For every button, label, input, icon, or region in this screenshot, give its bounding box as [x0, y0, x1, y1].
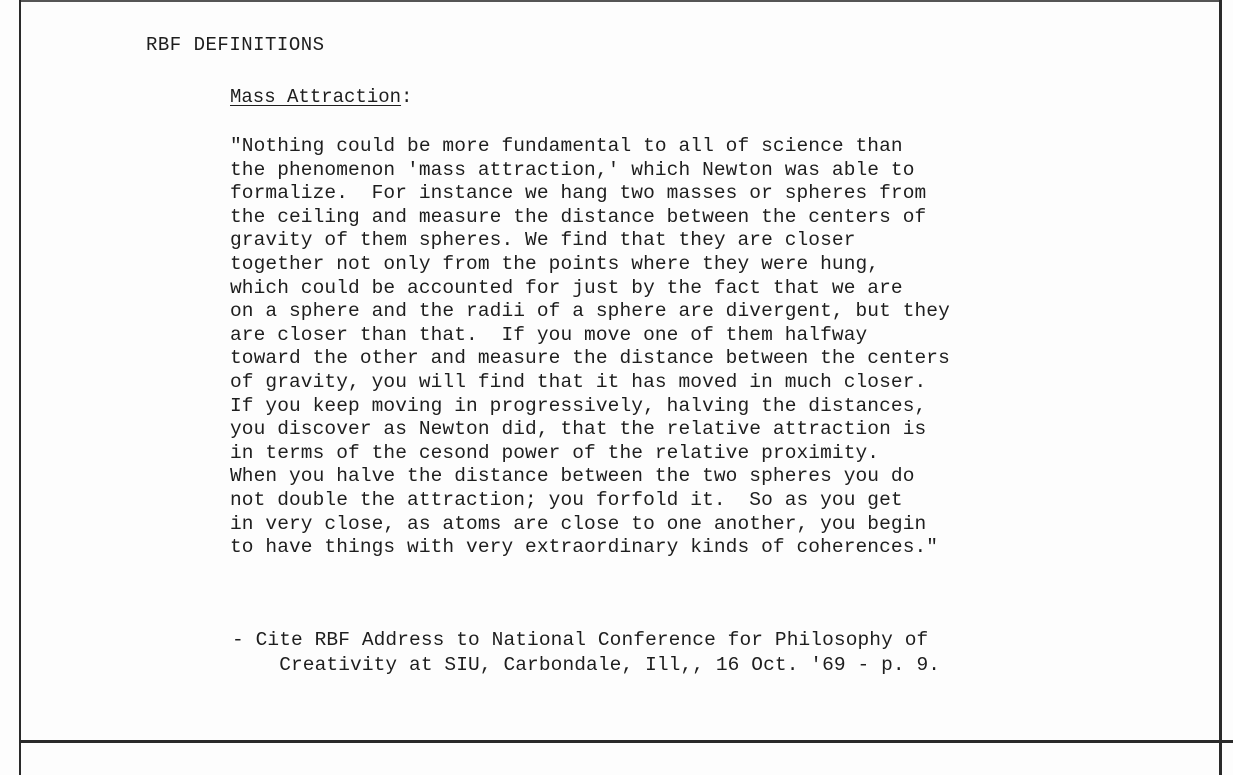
term-colon: : — [401, 86, 413, 108]
quote-line: which could be accounted for just by the fact that we are — [230, 276, 903, 299]
card-top-border — [19, 0, 1222, 2]
quote-line: the ceiling and measure the distance between the centers of — [230, 205, 927, 228]
quote-line: are closer than that. If you move one of them halfway — [230, 323, 868, 346]
quote-line: together not only from the points where they were hung, — [230, 252, 880, 275]
quote-line: the phenomenon 'mass attraction,' which Newton was able to — [230, 158, 915, 181]
citation-line: - Cite RBF Address to National Conference for Philosophy of — [232, 629, 929, 651]
term-title — [230, 86, 412, 108]
quote-line: on a sphere and the radii of a sphere are divergent, but they — [230, 300, 950, 323]
quotation-block — [230, 135, 1110, 560]
citation — [232, 628, 940, 678]
card-left-border — [19, 0, 21, 775]
quote-line: gravity of them spheres. We find that they are closer — [230, 229, 856, 252]
quote-line: of gravity, you will find that it has moved in much closer. — [230, 370, 927, 393]
quote-line: toward the other and measure the distance between the centers — [230, 347, 950, 370]
quote-line: you discover as Newton did, that the relative attraction is — [230, 418, 927, 441]
quote-line: "Nothing could be more fundamental to all of science than — [230, 135, 903, 157]
quote-line: to have things with very extraordinary kinds of coherences." — [230, 536, 939, 559]
quote-line: formalize. For instance we hang two masses or spheres from — [230, 182, 927, 205]
quote-line: in terms of the cesond power of the relative proximity. — [230, 441, 880, 464]
quote-line: If you keep moving in progressively, halving the distances, — [230, 394, 927, 417]
card-right-border — [1219, 0, 1222, 775]
quote-line: not double the attraction; you forfold it. So as you get — [230, 488, 903, 511]
card-bottom-border — [19, 740, 1233, 743]
document-heading: RBF DEFINITIONS — [146, 34, 325, 56]
citation-line: Creativity at SIU, Carbondale, Ill,, 16 Oct. '69 - p. 9. — [232, 654, 941, 676]
term-label: Mass Attraction — [230, 86, 402, 108]
quote-line: When you halve the distance between the two spheres you do — [230, 465, 915, 488]
quote-line: in very close, as atoms are close to one another, you begin — [230, 512, 927, 535]
